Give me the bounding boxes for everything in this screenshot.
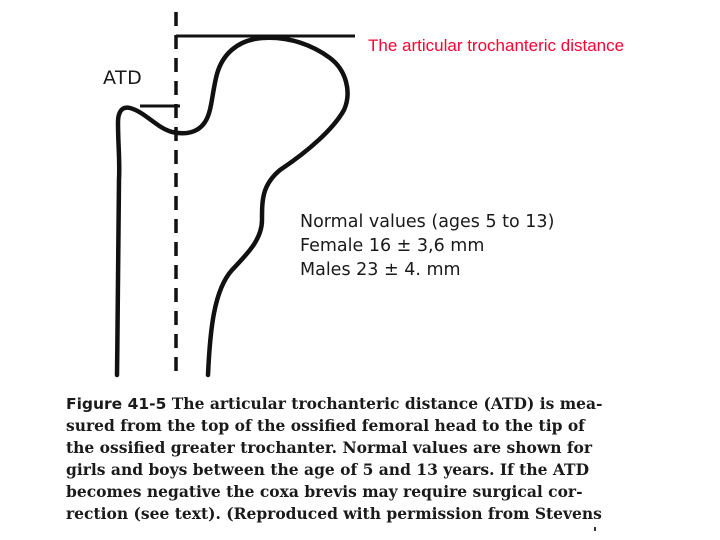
caption-line: becomes negative the coxa brevis may require surgical cor-: [66, 482, 583, 501]
figure-number: Figure 41-5: [66, 395, 167, 413]
female-normal-value: Female 16 ± 3,6 mm: [300, 236, 485, 256]
slide-title: The articular trochanteric distance: [368, 36, 625, 55]
caption-line-text: The articular trochanteric distance (ATD) is mea-: [166, 394, 603, 413]
caption-line: the ossified greater trochanter. Normal values are shown for: [66, 438, 593, 457]
caption-line: rection (see text). (Reproduced with permission from Stevens: [66, 504, 602, 523]
femur-outline: [117, 38, 348, 375]
figure-caption: [66, 393, 606, 525]
caption-line: [66, 393, 606, 415]
normal-values-block: [300, 210, 554, 282]
normal-values-heading: Normal values (ages 5 to 13): [300, 212, 555, 232]
male-normal-value: Males 23 ± 4. mm: [300, 260, 461, 280]
atd-label: ATD: [103, 67, 143, 89]
caption-line: girls and boys between the age of 5 and 13 years. If the ATD: [66, 460, 590, 479]
caption-line: sured from the top of the ossified femoral head to the tip of: [66, 416, 585, 435]
